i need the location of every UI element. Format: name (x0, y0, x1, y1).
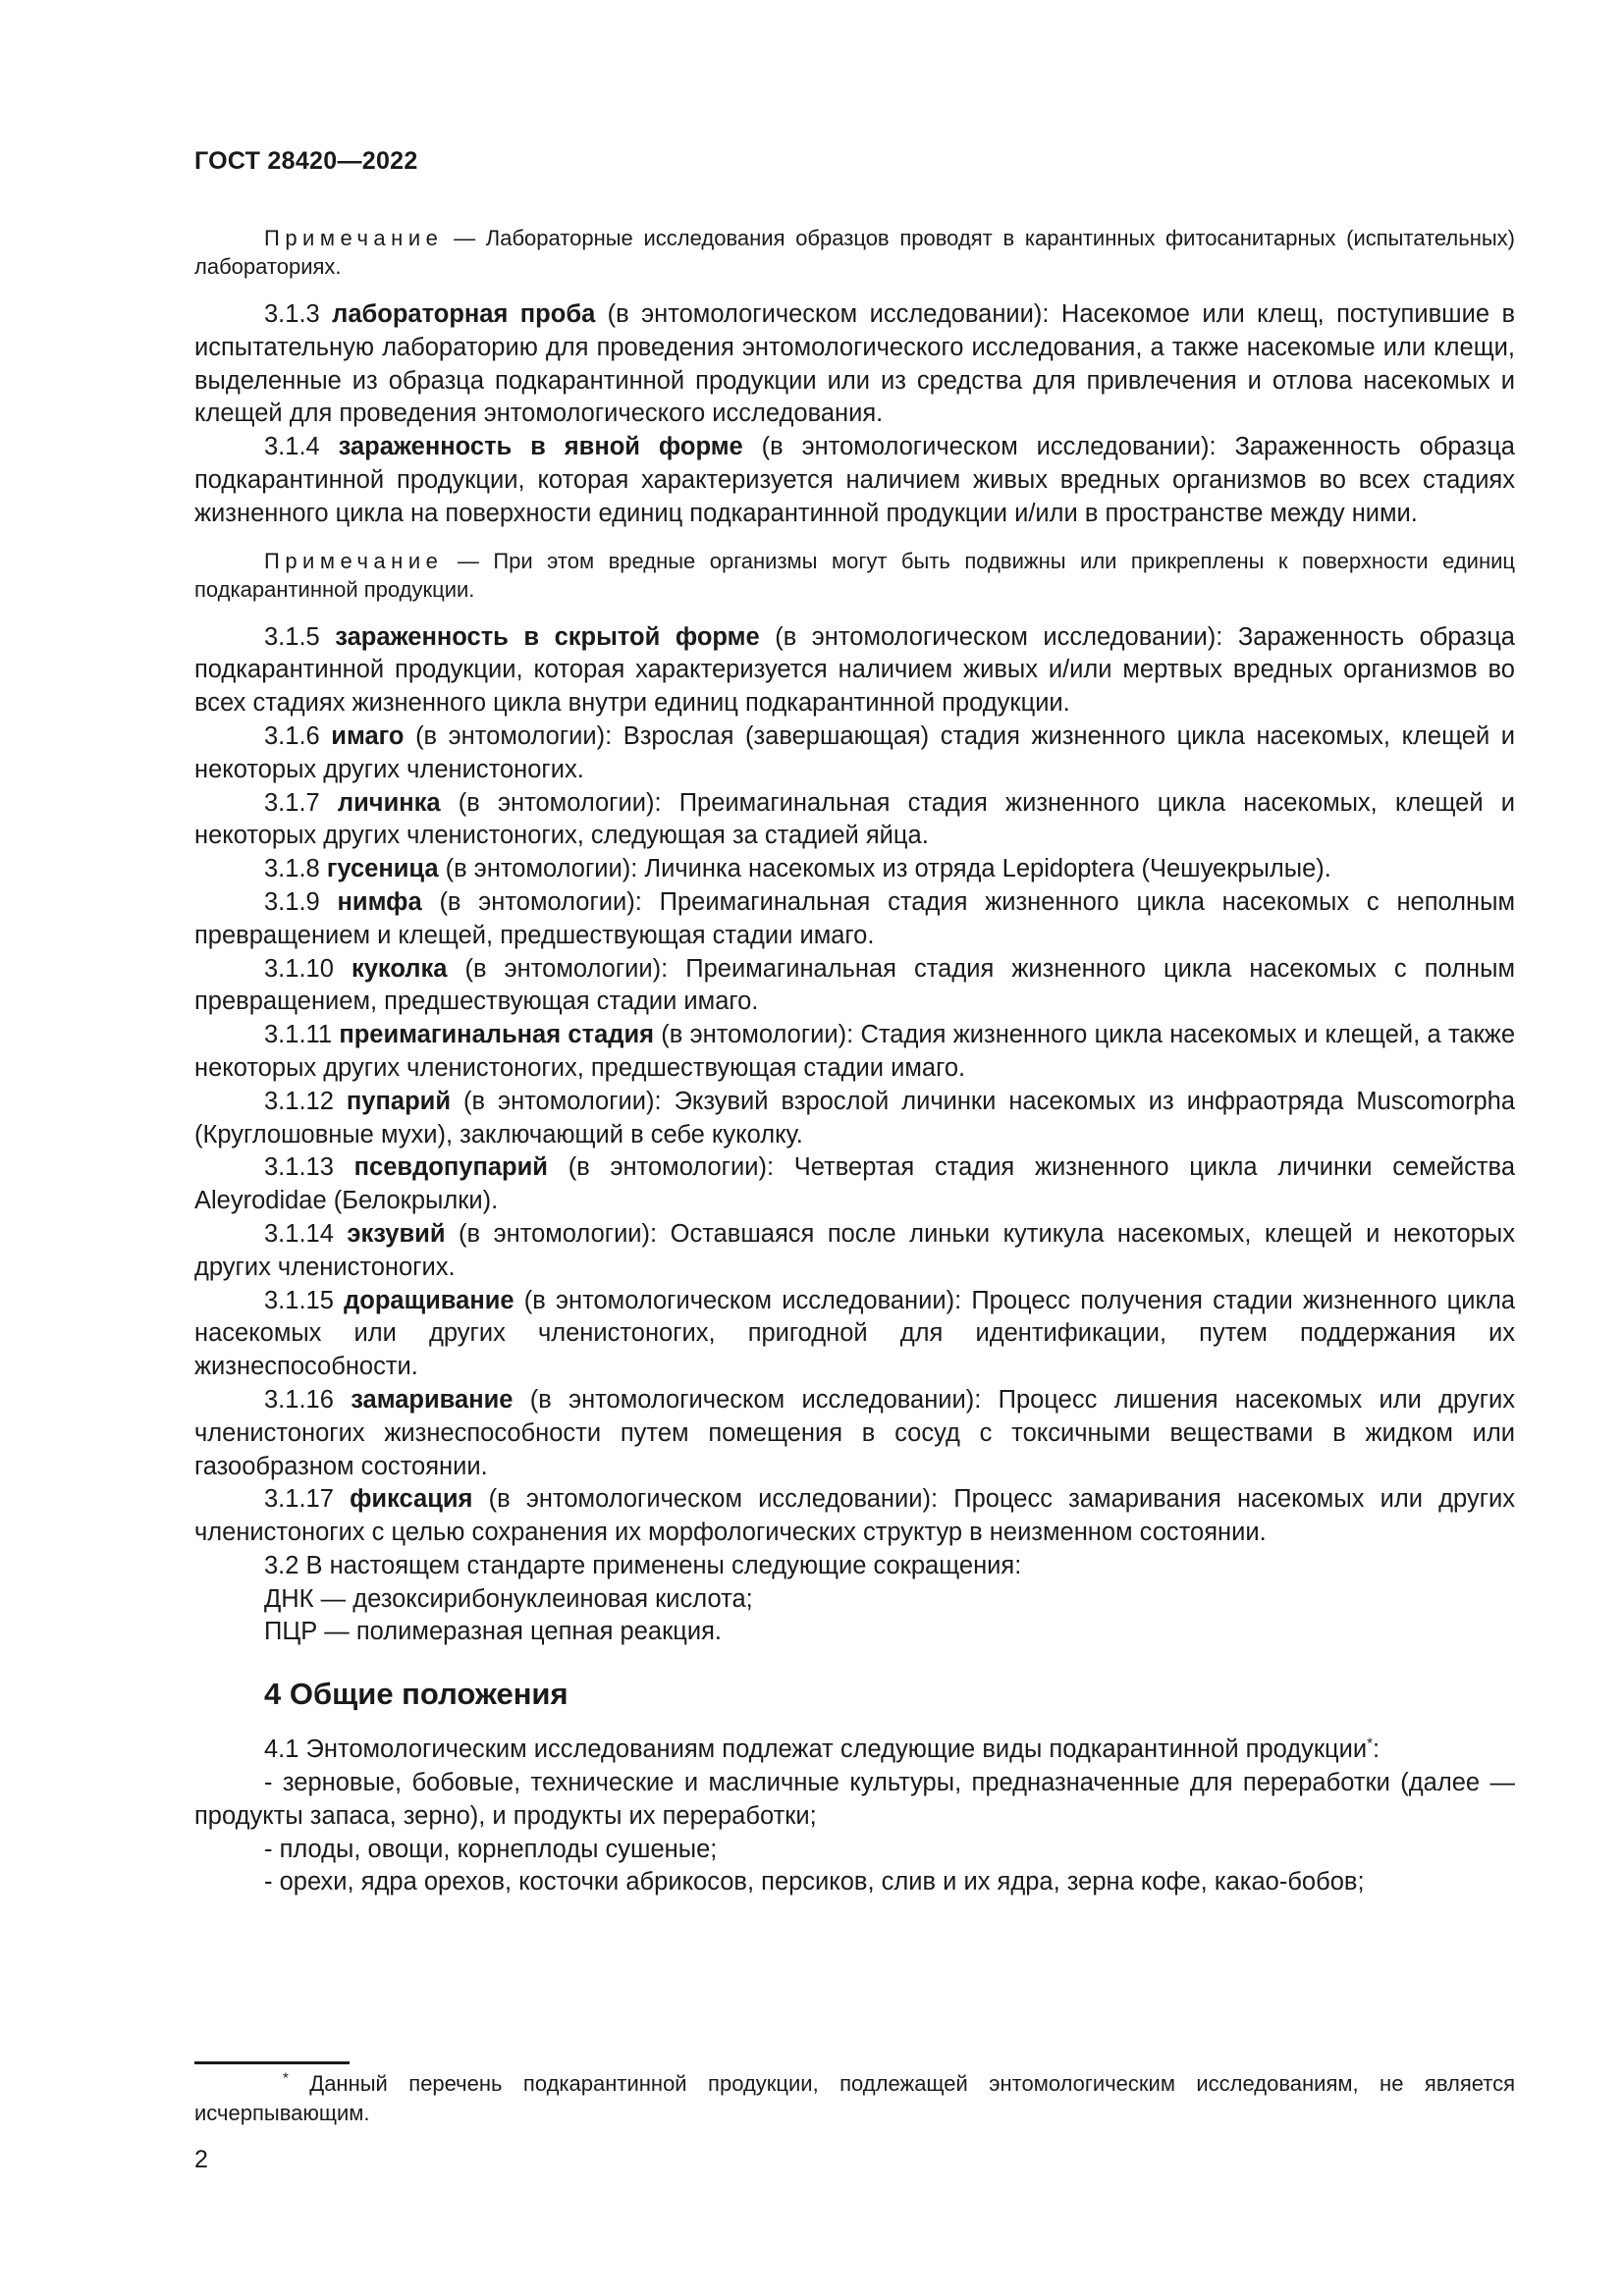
term-text: (в энтомологическом исследовании): Насекомое или клещ, поступившие в испытательную лабораторию для проведения энтомологического исследования, а также насекомые или клещи, выделенные из образца подкарантинной продукции или из средства для привлечения и отлова насекомых и клещей для проведения энтомологического исследования. (194, 300, 1515, 428)
term-definition (194, 1285, 1515, 1384)
term-name: доращивание (344, 1286, 514, 1314)
term-definition (194, 621, 1515, 721)
paragraph-text: 4.1 Энтомологическим исследованиям подлежат следующие виды подкарантинной продукции (264, 1735, 1368, 1764)
note-paragraph (194, 224, 1515, 281)
footnote-divider (194, 2061, 350, 2064)
page-number: 2 (194, 2146, 208, 2173)
note-paragraph (194, 547, 1515, 604)
section-heading: 4 Общие положения (264, 1677, 568, 1712)
note-label: Примечание (264, 226, 444, 250)
abbreviation-item: ПЦР — полимеразная цепная реакция. (264, 1618, 722, 1646)
term-number: 3.1.14 (264, 1219, 348, 1248)
list-item: - зерновые, бобовые, технические и масличные культуры, предназначенные для переработки (далее — продукты запаса, зерно), и продукты их переработки; (194, 1769, 1515, 1830)
term-definition (194, 1019, 1515, 1086)
document-body (194, 224, 1515, 1899)
term-text: (в энтомологии): Экзувий взрослой личинки насекомых из инфраотряда Muscomorpha (Круглошовные мухи), заключающий в себе куколку. (194, 1087, 1515, 1148)
term-text: (в энтомологическом исследовании): Процесс получения стадии жизненного цикла насекомых или других членистоногих, пригодной для идентификации, путем поддержания их жизнеспособности. (194, 1286, 1516, 1381)
term-text: (в энтомологии): Оставшаяся после линьки кутикула насекомых, клещей и некоторых других членистоногих. (194, 1219, 1516, 1281)
term-definition (194, 1151, 1515, 1218)
term-name: пупарий (346, 1087, 452, 1115)
term-name: лабораторная проба (332, 300, 596, 328)
term-number: 3.1.3 (264, 300, 333, 328)
footnote (194, 2069, 1515, 2128)
term-definition (194, 721, 1515, 787)
abbreviations-intro: 3.2 В настоящем стандарте применены следующие сокращения: (264, 1551, 1022, 1579)
term-name: имаго (331, 721, 405, 750)
term-text: (в энтомологии): Четвертая стадия жизненного цикла личинки семейства Aleyrodidae (Белокрылки). (194, 1153, 1516, 1215)
term-text: (в энтомологическом исследовании): Зараженность образца подкарантинной продукции, которая характеризуется наличием живых и/или мертвых вредных организмов во всех стадиях жизненного цикла внутри единиц подкарантинной продукции. (194, 622, 1515, 718)
term-number: 3.1.8 (264, 855, 327, 883)
term-number: 3.1.6 (264, 721, 332, 750)
term-definition (194, 298, 1515, 431)
footnote-mark: * (283, 2069, 289, 2087)
footnote-ref: * (1367, 1735, 1373, 1752)
footnote-text: Данный перечень подкарантинной продукции, подлежащей энтомологическим исследованиям, не является исчерпывающим. (194, 2071, 1515, 2125)
document-header: ГОСТ 28420—2022 (194, 147, 418, 175)
term-definition (194, 1086, 1515, 1152)
term-name: куколка (351, 954, 448, 983)
term-number: 3.1.16 (264, 1385, 352, 1414)
term-name: зараженность в скрытой форме (335, 622, 760, 651)
term-text: (в энтомологии): Стадия жизненного цикла насекомых и клещей, а также некоторых других членистоногих, предшествующая стадии имаго. (194, 1021, 1515, 1082)
term-name: личинка (337, 788, 441, 817)
list-item: - орехи, ядра орехов, косточки абрикосов, персиков, слив и их ядра, зерна кофе, какао-бобов; (264, 1868, 1365, 1896)
term-number: 3.1.10 (264, 954, 352, 983)
term-definition (194, 886, 1515, 953)
term-definition (194, 953, 1515, 1020)
term-number: 3.1.11 (264, 1021, 340, 1049)
abbreviation-item: ДНК — дезоксирибонуклеиновая кислота; (264, 1584, 753, 1613)
term-definition (194, 1483, 1515, 1550)
term-definition (194, 1384, 1515, 1483)
term-name: замаривание (351, 1385, 514, 1414)
term-number: 3.1.5 (264, 622, 336, 651)
note-text: — Лабораторные исследования образцов проводят в карантинных фитосанитарных (испытательных) лабораториях. (194, 226, 1515, 279)
term-definition (194, 1218, 1515, 1285)
term-number: 3.1.15 (264, 1286, 345, 1314)
paragraph-text-end: : (1373, 1735, 1380, 1764)
term-name: фиксация (350, 1485, 473, 1514)
term-text: (в энтомологии): Личинка насекомых из отряда Lepidoptera (Чешуекрылые). (438, 855, 1331, 883)
term-name: зараженность в явной форме (338, 433, 743, 461)
term-name: гусеница (326, 855, 439, 883)
term-name: нимфа (337, 887, 422, 916)
term-text: (в энтомологическом исследовании): Процесс замаривания насекомых или других членистоногих с целью сохранения их морфологических структур в неизменном состоянии. (194, 1485, 1515, 1547)
term-definition (194, 431, 1515, 530)
term-text: (в энтомологическом исследовании): Зараженность образца подкарантинной продукции, которая характеризуется наличием живых вредных организмов во всех стадиях жизненного цикла на поверхности единиц подкарантинной продукции и/или в пространстве между ними. (194, 433, 1515, 527)
term-text: (в энтомологии): Преимагинальная стадия жизненного цикла насекомых с полным превращением, предшествующая стадии имаго. (194, 954, 1515, 1016)
note-text: — При этом вредные организмы могут быть подвижны или прикреплены к поверхности единиц подкарантинной продукции. (194, 548, 1515, 602)
term-number: 3.1.9 (264, 887, 338, 916)
term-text: (в энтомологическом исследовании): Процесс лишения насекомых или других членистоногих жизнеспособности путем помещения в сосуд с токсичными веществами в жидком или газообразном состоянии. (194, 1385, 1515, 1480)
term-number: 3.1.17 (264, 1485, 351, 1514)
term-number: 3.1.7 (264, 788, 338, 817)
section-paragraph (194, 1734, 1515, 1767)
term-name: преимагинальная стадия (339, 1021, 654, 1049)
term-name: экзувий (347, 1219, 446, 1248)
term-name: псевдопупарий (353, 1153, 548, 1182)
term-definition (194, 787, 1515, 854)
term-text: (в энтомологии): Взрослая (завершающая) стадия жизненного цикла насекомых, клещей и некоторых других членистоногих. (194, 721, 1515, 783)
term-text: (в энтомологии): Преимагинальная стадия жизненного цикла насекомых с неполным превращением и клещей, предшествующая стадии имаго. (194, 887, 1515, 949)
term-text: (в энтомологии): Преимагинальная стадия жизненного цикла насекомых, клещей и некоторых других членистоногих, следующая за стадией яйца. (194, 788, 1515, 850)
term-definition (194, 853, 1515, 886)
list-item: - плоды, овощи, корнеплоды сушеные; (264, 1835, 718, 1863)
note-label: Примечание (264, 548, 444, 573)
term-number: 3.1.13 (264, 1153, 354, 1182)
term-number: 3.1.12 (264, 1087, 347, 1115)
term-number: 3.1.4 (264, 433, 339, 461)
